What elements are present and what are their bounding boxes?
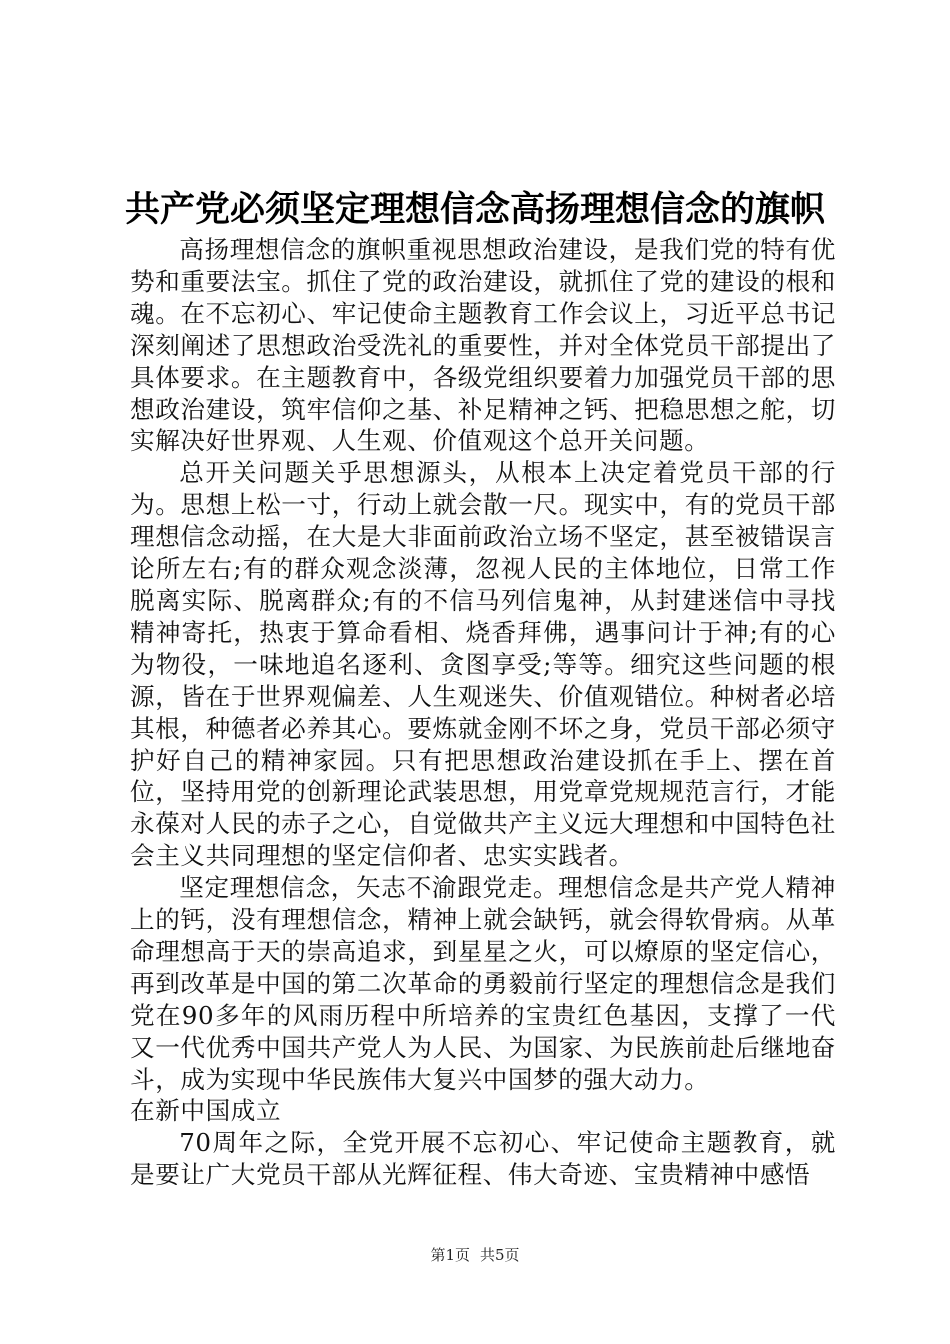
paragraph-4: 在新中国成立 (130, 1096, 282, 1126)
page-number: 第1页 (430, 1246, 470, 1264)
document-body (130, 234, 836, 1191)
page-footer (0, 1245, 950, 1265)
document-title: 共产党必须坚定理想信念高扬理想信念的旗帜 (124, 189, 825, 230)
paragraph-3: 坚定理想信念，矢志不渝跟党走。理想信念是共产党人精神上的钙，没有理想信念，精神上就会缺钙，就会得软骨病。从革命理想高于天的崇高追求，到星星之火，可以燎原的坚定信心，再到改革是中国的第二次革命的勇毅前行坚定的理想信念是我们党在90多年的风雨历程中所培养的宝贵红色基因，支撑了一代又一代优秀中国共产党人为人民、为国家、为民族前赴后继地奋斗，成为实现中华民族伟大复兴中国梦的强大动力。 (130, 873, 836, 1094)
page-total: 共5页 (480, 1246, 520, 1264)
paragraph-2: 总开关问题关乎思想源头，从根本上决定着党员干部的行为。思想上松一寸，行动上就会散一尺。现实中，有的党员干部理想信念动摇，在大是大非面前政治立场不坚定，甚至被错误言论所左右;有的群众观念淡薄，忽视人民的主体地位，日常工作脱离实际、脱离群众;有的不信马列信鬼神，从封建迷信中寻找精神寄托，热衷于算命看相、烧香拜佛，遇事问计于神;有的心为物役，一味地追名逐利、贪图享受;等等。细究这些问题的根源，皆在于世界观偏差、人生观迷失、价值观错位。种树者必培其根，种德者必养其心。要炼就金刚不坏之身，党员干部必须守护好自己的精神家园。只有把思想政治建设抓在手上、摆在首位，坚持用党的创新理论武装思想，用党章党规规范言行，才能永葆对人民的赤子之心，自觉做共产主义远大理想和中国特色社会主义共同理想的坚定信仰者、忠实实践者。 (130, 458, 836, 871)
paragraph-5: 70周年之际，全党开展不忘初心、牢记使命主题教育，就是要让广大党员干部从光辉征程、伟大奇迹、宝贵精神中感悟 (130, 1128, 836, 1190)
paragraph-1: 高扬理想信念的旗帜重视思想政治建设，是我们党的特有优势和重要法宝。抓住了党的政治建设，就抓住了党的建设的根和魂。在不忘初心、牢记使命主题教育工作会议上，习近平总书记深刻阐述了思想政治受洗礼的重要性，并对全体党员干部提出了具体要求。在主题教育中，各级党组织要着力加强党员干部的思想政治建设，筑牢信仰之基、补足精神之钙、把稳思想之舵，切实解决好世界观、人生观、价值观这个总开关问题。 (130, 235, 836, 456)
